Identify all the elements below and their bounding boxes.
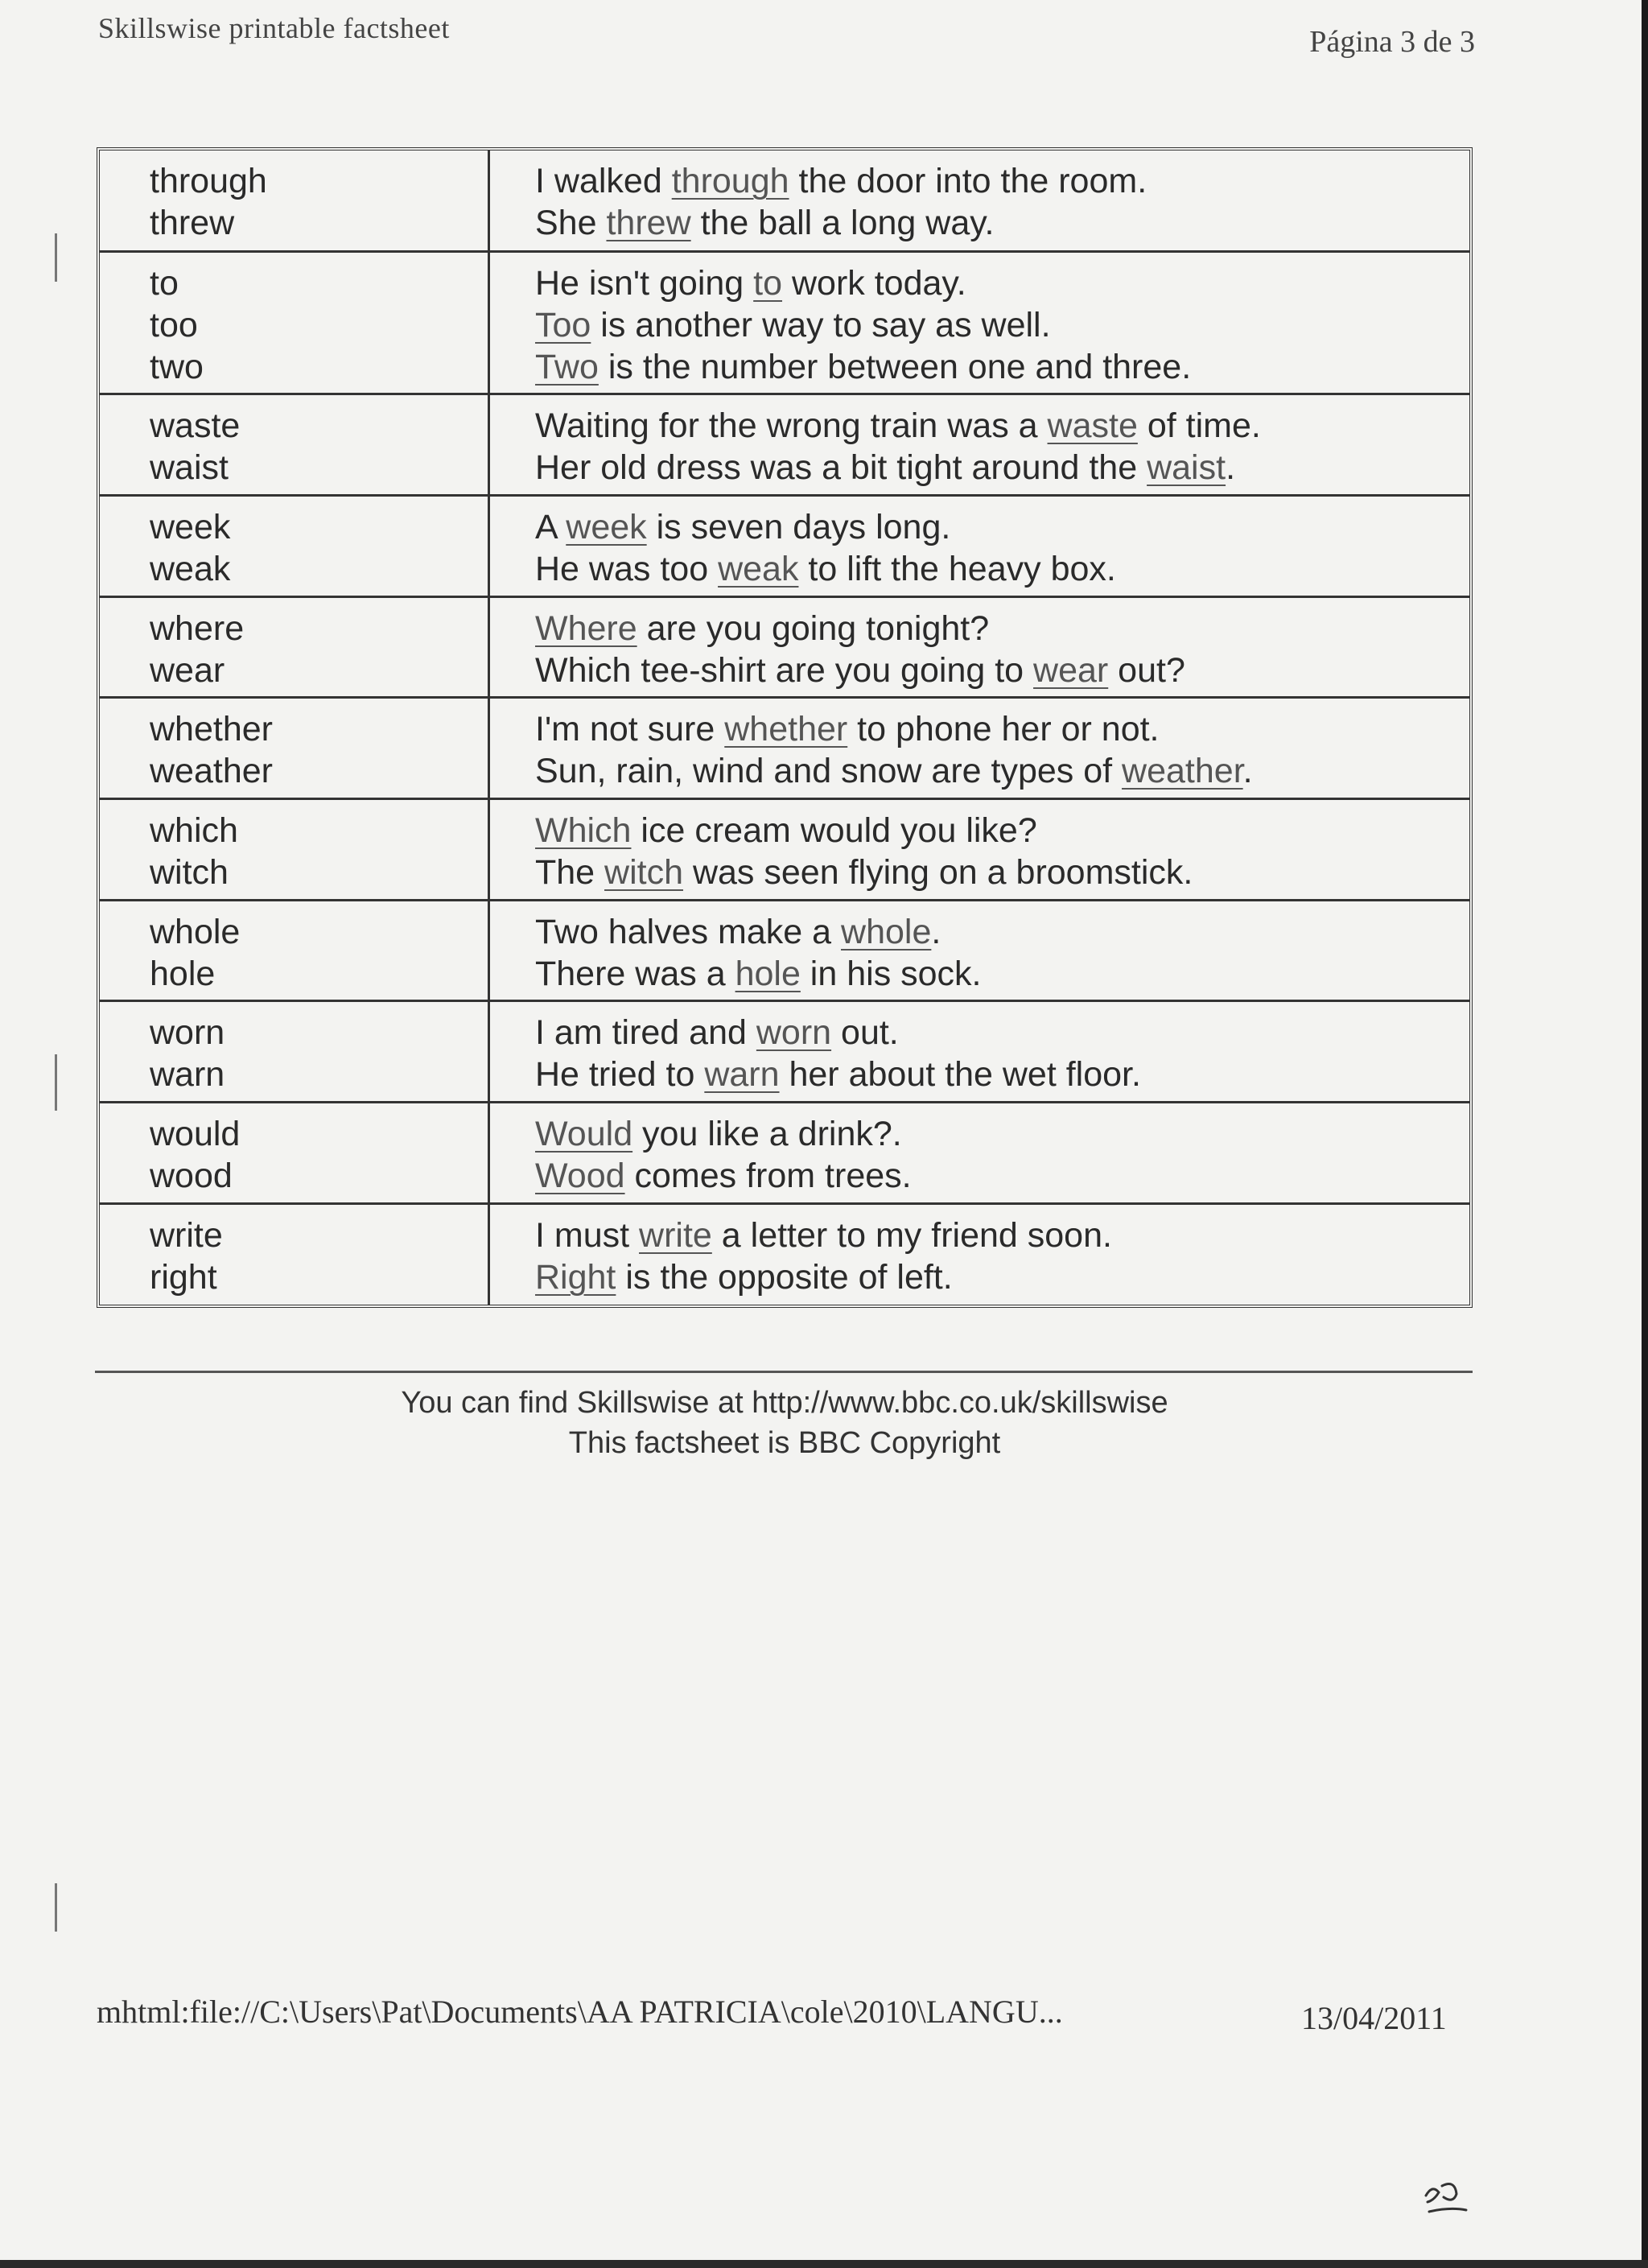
example-sentence xyxy=(535,708,1469,750)
underlined-word: weather xyxy=(1122,752,1243,791)
sentence-text: to phone her or not. xyxy=(847,710,1160,749)
example-sentence xyxy=(535,1054,1469,1095)
homophone-word: would xyxy=(150,1115,241,1154)
sentence-text: He isn't going xyxy=(535,264,754,303)
homophone-word: through xyxy=(150,162,267,200)
example-sentences-cell xyxy=(489,1103,1470,1204)
homophone-word: witch xyxy=(150,853,229,893)
sentence-text: was seen flying on a broomstick. xyxy=(683,853,1193,893)
word-pair-cell xyxy=(100,799,489,901)
sentence-text: A xyxy=(535,508,566,547)
table-row xyxy=(100,1001,1469,1103)
word-pair-cell xyxy=(100,596,489,698)
sentence-text: a letter to my friend soon. xyxy=(711,1215,1112,1255)
example-sentence xyxy=(535,506,1469,548)
example-sentence xyxy=(535,1012,1469,1054)
homophone-word: worn xyxy=(150,1013,225,1053)
sentence-text: her about the wet floor. xyxy=(779,1055,1141,1095)
example-sentences-cell xyxy=(489,1001,1470,1103)
example-sentences-cell xyxy=(489,900,1470,1001)
example-sentence xyxy=(535,1113,1469,1155)
sentence-text: I must xyxy=(535,1215,640,1255)
table-row xyxy=(100,900,1469,1001)
example-sentence xyxy=(535,1214,1469,1256)
sentence-text: I walked xyxy=(535,162,672,200)
sentence-text: Two halves make a xyxy=(535,912,842,951)
sentence-text: is another way to say as well. xyxy=(591,306,1051,345)
underlined-word: Which xyxy=(535,811,632,851)
homophone-word: where xyxy=(150,608,245,648)
example-sentences-cell xyxy=(489,496,1470,597)
homophone-word: hole xyxy=(150,954,216,993)
underlined-word: Would xyxy=(535,1115,633,1154)
example-sentence xyxy=(535,810,1469,852)
word-pair-cell xyxy=(100,698,489,799)
print-date: 13/04/2011 xyxy=(1301,2000,1447,2036)
homophone-word: threw xyxy=(150,204,235,242)
sentence-text: I am tired and xyxy=(535,1013,756,1053)
sentence-text: are you going tonight? xyxy=(637,608,990,648)
sentence-text: Which tee-shirt are you going to xyxy=(535,650,1034,690)
underlined-word: waist xyxy=(1147,448,1226,488)
example-sentence xyxy=(535,548,1469,590)
sentence-text: in his sock. xyxy=(800,954,982,993)
scan-edge-right xyxy=(1642,0,1648,2268)
underlined-word: to xyxy=(753,264,783,303)
sentence-text: out? xyxy=(1108,650,1185,690)
underlined-word: hole xyxy=(735,954,801,993)
example-sentences-cell xyxy=(489,596,1470,698)
table-row xyxy=(100,394,1469,496)
underlined-word: whether xyxy=(724,710,848,749)
homophone-word: waist xyxy=(150,448,229,488)
homophone-word: two xyxy=(150,348,204,387)
word-pair-cell xyxy=(100,1103,489,1204)
example-sentence xyxy=(535,160,1469,202)
example-sentences-cell xyxy=(489,698,1470,799)
example-sentence xyxy=(535,405,1469,447)
word-pair-cell xyxy=(100,1001,489,1103)
word-pair-cell xyxy=(100,496,489,597)
handwritten-page-mark-icon xyxy=(1418,2173,1474,2221)
homophone-word: right xyxy=(150,1257,217,1297)
sentence-text: Her old dress was a bit tight around the xyxy=(535,448,1147,488)
sentence-text: There was a xyxy=(535,954,735,993)
homophone-word: warn xyxy=(150,1055,225,1095)
page-number: Página 3 de 3 xyxy=(1309,25,1475,59)
word-pair-cell xyxy=(100,151,489,252)
sentence-text: . xyxy=(1242,752,1253,791)
sentence-text: ice cream would you like? xyxy=(631,811,1037,851)
homophone-word: which xyxy=(150,811,238,851)
homophone-word: too xyxy=(150,306,198,345)
sentence-text: . xyxy=(1226,448,1236,488)
footer xyxy=(0,1383,1569,1463)
example-sentence xyxy=(535,304,1469,346)
underlined-word: Right xyxy=(535,1257,616,1297)
example-sentence xyxy=(535,1256,1469,1298)
margin-mark xyxy=(55,1883,57,1932)
underlined-word: weak xyxy=(718,550,799,589)
underlined-word: witch xyxy=(604,853,684,893)
homophone-word: weak xyxy=(150,550,231,589)
example-sentences-cell xyxy=(489,151,1470,252)
homophone-word: to xyxy=(150,264,179,303)
sentence-text: is the number between one and three. xyxy=(598,348,1192,387)
example-sentence xyxy=(535,953,1469,995)
underlined-word: Wood xyxy=(535,1157,625,1196)
homophone-word: write xyxy=(150,1215,223,1255)
underlined-word: Two xyxy=(535,348,599,387)
example-sentence xyxy=(535,649,1469,691)
sentence-text: Sun, rain, wind and snow are types of xyxy=(535,752,1123,791)
table-row xyxy=(100,1203,1469,1305)
word-pair-cell xyxy=(100,900,489,1001)
scan-edge-bottom xyxy=(0,2260,1648,2268)
underlined-word: worn xyxy=(756,1013,832,1053)
sentence-text: is seven days long. xyxy=(646,508,951,547)
underlined-word: Where xyxy=(535,608,637,648)
underlined-word: whole xyxy=(841,912,932,951)
underlined-word: Too xyxy=(535,306,591,345)
sentence-text: He was too xyxy=(535,550,719,589)
print-path: mhtml:file://C:\Users\Pat\Documents\AA PATRICIA\cole\2010\LANGU... xyxy=(97,1994,1063,2030)
sentence-text: comes from trees. xyxy=(624,1157,912,1196)
underlined-word: through xyxy=(671,162,789,200)
homophone-word: whole xyxy=(150,912,241,951)
homophones-table xyxy=(97,147,1473,1308)
sentence-text: is the opposite of left. xyxy=(616,1257,953,1297)
table-row xyxy=(100,151,1469,252)
underlined-word: waste xyxy=(1047,406,1138,446)
sentence-text: I'm not sure xyxy=(535,710,725,749)
table-row xyxy=(100,596,1469,698)
underlined-word: write xyxy=(639,1215,712,1255)
example-sentence xyxy=(535,262,1469,304)
underlined-word: threw xyxy=(606,204,691,242)
sentence-text: of time. xyxy=(1137,406,1261,446)
homophone-word: wood xyxy=(150,1157,233,1196)
table-body xyxy=(100,151,1469,1305)
example-sentence xyxy=(535,346,1469,388)
sentence-text: the door into the room. xyxy=(789,162,1147,200)
example-sentences-cell xyxy=(489,1203,1470,1305)
table-row xyxy=(100,496,1469,597)
table-row xyxy=(100,1103,1469,1204)
homophone-word: wear xyxy=(150,650,225,690)
word-pair-cell xyxy=(100,1203,489,1305)
sentence-text: Waiting for the wrong train was a xyxy=(535,406,1048,446)
footer-line-2: This factsheet is BBC Copyright xyxy=(568,1426,1001,1460)
sentence-text: work today. xyxy=(782,264,966,303)
example-sentences-cell xyxy=(489,252,1470,394)
word-pair-cell xyxy=(100,252,489,394)
homophone-word: whether xyxy=(150,710,273,749)
example-sentences-cell xyxy=(489,394,1470,496)
sentence-text: He tried to xyxy=(535,1055,705,1095)
margin-mark xyxy=(55,233,57,282)
table-row xyxy=(100,799,1469,901)
underlined-word: week xyxy=(566,508,647,547)
word-pair-cell xyxy=(100,394,489,496)
homophone-word: week xyxy=(150,508,231,547)
example-sentence xyxy=(535,911,1469,953)
example-sentences-cell xyxy=(489,799,1470,901)
footer-divider xyxy=(95,1371,1473,1373)
example-sentence xyxy=(535,1155,1469,1197)
sentence-text: . xyxy=(931,912,941,951)
example-sentence xyxy=(535,202,1469,244)
table-row xyxy=(100,252,1469,394)
underlined-word: wear xyxy=(1033,650,1109,690)
table-row xyxy=(100,698,1469,799)
sentence-text: you like a drink?. xyxy=(632,1115,902,1154)
sentence-text: She xyxy=(535,204,607,242)
header-title: Skillswise printable factsheet xyxy=(98,12,450,44)
homophone-word: waste xyxy=(150,406,241,446)
example-sentence xyxy=(535,750,1469,792)
sentence-text: The xyxy=(535,853,605,893)
footer-line-1: You can find Skillswise at http://www.bbc.co.uk/skillswise xyxy=(401,1386,1168,1420)
example-sentence xyxy=(535,447,1469,489)
example-sentence xyxy=(535,608,1469,649)
homophone-word: weather xyxy=(150,752,273,791)
sentence-text: the ball a long way. xyxy=(690,204,995,242)
sentence-text: to lift the heavy box. xyxy=(798,550,1116,589)
margin-mark xyxy=(55,1054,57,1111)
example-sentence xyxy=(535,852,1469,893)
sentence-text: out. xyxy=(831,1013,899,1053)
underlined-word: warn xyxy=(704,1055,780,1095)
